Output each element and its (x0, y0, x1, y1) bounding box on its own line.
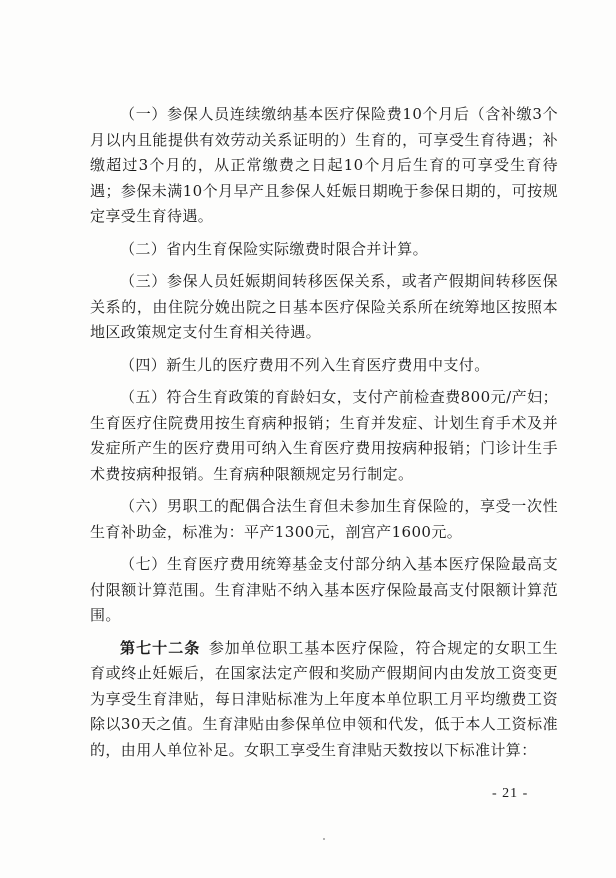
article-heading: 第七十二条 (120, 638, 201, 657)
article-72 (90, 636, 558, 764)
page-number: - 21 - (492, 786, 529, 801)
paragraph-2: （二）省内生育保险实际缴费时限合并计算。 (120, 239, 429, 258)
paragraph-3: （三）参保人员妊娠期间转移医保关系，或者产假期间转移医保关系的，由住院分娩出院之日基本医疗保险关系所在统筹地区按照本地区政策规定支付生育相关待遇。 (90, 272, 558, 341)
paragraph-4: （四）新生儿的医疗费用不列入生育医疗费用中支付。 (120, 355, 490, 374)
paragraph-1: （一）参保人员连续缴纳基本医疗保险费10个月后（含补缴3个月以内且能提供有效劳动关系证明的）生育的，可享受生育待遇；补缴超过3个月的，从正常缴费之日起10个月后生育的可享受生育待遇；参保未满10个月早产且参保人妊娠日期晚于参保日期的，可按规定享受生育待遇。 (90, 105, 558, 225)
article-text: 参加单位职工基本医疗保险，符合规定的女职工生育或终止妊娠后，在国家法定产假和奖励产假期间内由发放工资变更为享受生育津贴，每日津贴标准为上年度本单位职工月平均缴费工资除以30天之值。生育津贴由参保单位申领和代发，低于本人工资标准的，由用人单位补足。女职工享受生育津贴天数按以下标准计算： (90, 638, 558, 759)
scan-speck (323, 838, 325, 840)
paragraph-6: （六）男职工的配偶合法生育但未参加生育保险的，享受一次性生育补助金，标准为：平产1300元，剖宫产1600元。 (90, 497, 558, 541)
paragraph-5: （五）符合生育政策的育龄妇女，支付产前检查费800元/产妇；生育医疗住院费用按生育病种报销；生育并发症、计划生育手术及并发症所产生的医疗费用可纳入生育医疗费用按病种报销；门诊计生手术费按病种报销。生育病种限额规定另行制定。 (90, 388, 558, 483)
document-body (90, 102, 558, 763)
paragraph-7: （七）生育医疗费用统筹基金支付部分纳入基本医疗保险最高支付限额计算范围。生育津贴不纳入基本医疗保险最高支付限额计算范围。 (90, 555, 558, 624)
